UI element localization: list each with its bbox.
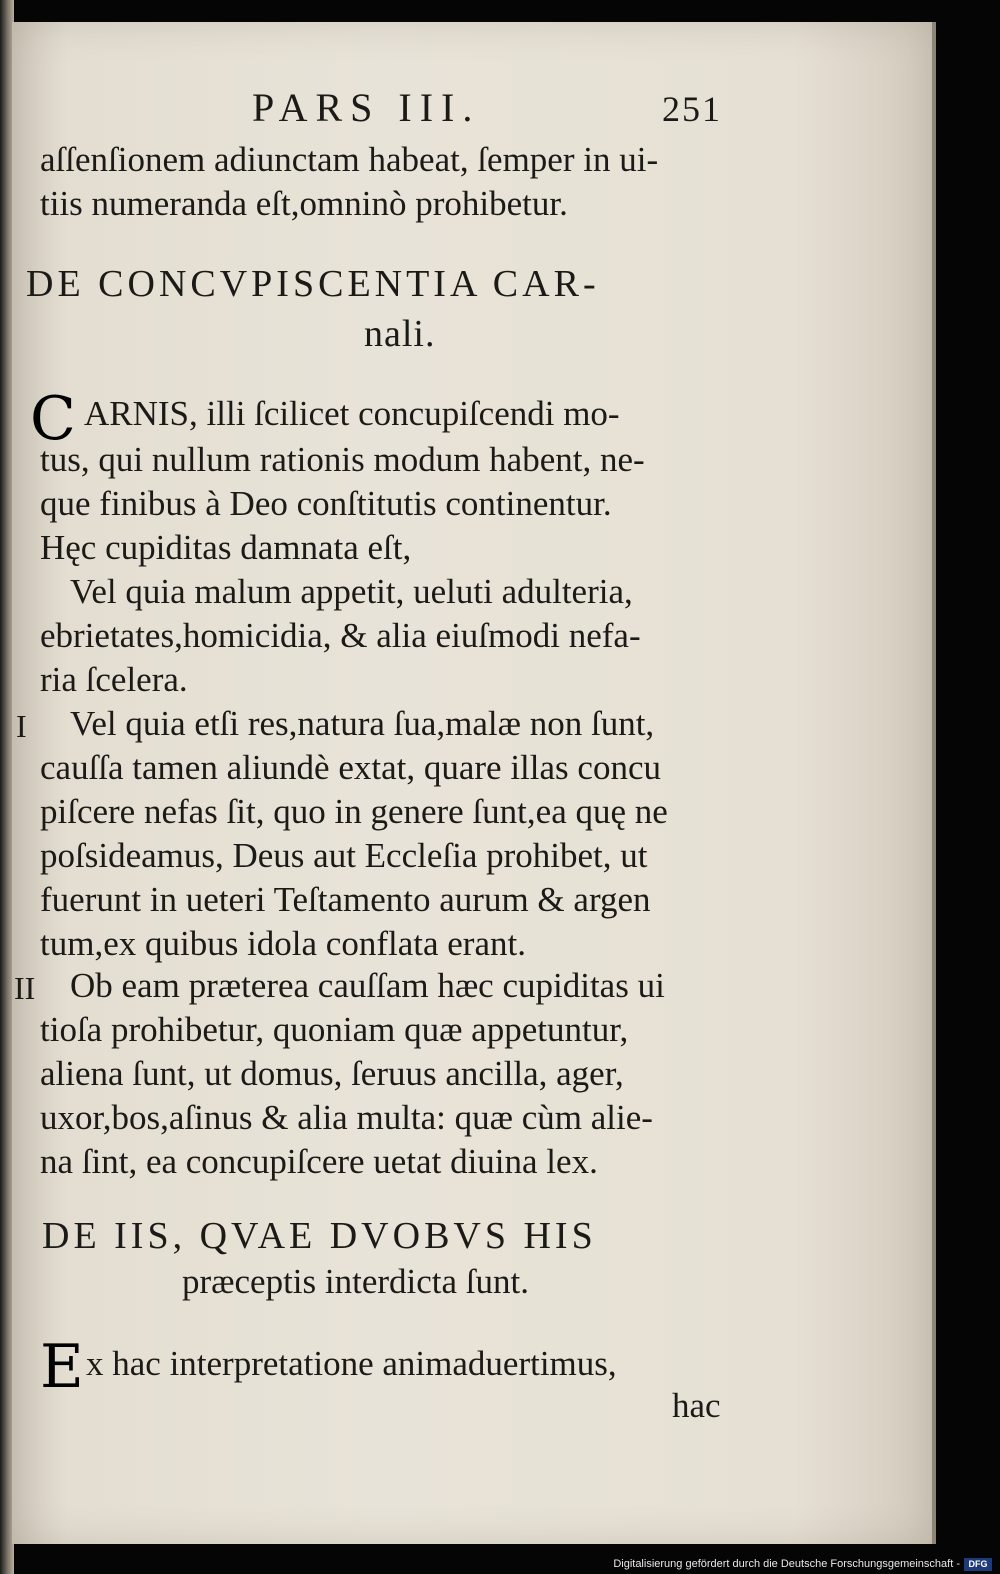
section-heading: DE CONCVPISCENTIA CAR- [26,263,600,305]
text-line: ria ſcelera. [40,660,188,699]
digitization-credit: Digitalisierung gefördert durch die Deutsche Forschungsgemeinschaft - [613,1558,960,1570]
book-page [12,22,936,1544]
text-line: Vel quia etſi res,natura ſua,malæ non ſunt, [70,704,655,743]
catchword: hac [672,1386,721,1425]
section-heading-continuation: præceptis interdicta ſunt. [182,1262,529,1301]
text-line: Hęc cupiditas damnata eſt, [40,528,412,567]
page-number: 251 [662,89,722,129]
running-head: PARS III. [252,85,481,130]
text-line: tus, qui nullum rationis modum habent, ne- [40,440,645,479]
text-line: aliena ſunt, ut domus, ſeruus ancilla, ager, [40,1054,624,1093]
text-line: tioſa prohibetur, quoniam quæ appetuntur, [40,1010,629,1049]
margin-number: II [14,970,36,1006]
drop-capital: E [40,1332,84,1402]
text-line: tiis numeranda eſt,omninò prohibetur. [40,184,568,223]
text-line: ARNIS, illi ſcilicet concupiſcendi mo- [84,394,620,433]
margin-number: I [16,708,27,744]
section-heading: DE IIS, QVAE DVOBVS HIS [42,1215,597,1257]
text-line: na ſint, ea concupiſcere uetat diuina lex. [40,1142,598,1181]
text-line: piſcere nefas ſit, quo in genere ſunt,ea quę ne [40,792,668,831]
text-line: aſſenſionem adiunctam habeat, ſemper in ui- [40,140,659,179]
text-line: poſsideamus, Deus aut Eccleſia prohibet, ut [40,836,648,875]
text-line: uxor,bos,aſinus & alia multa: quæ cùm alie- [40,1098,653,1137]
text-line: cauſſa tamen aliundè extat, quare illas concu [40,748,661,787]
section-heading-continuation: nali. [364,313,436,355]
text-line: fuerunt in ueteri Teſtamento aurum & argen [40,880,651,919]
dfg-logo: DFG [964,1558,992,1571]
text-line: tum,ex quibus idola conflata erant. [40,924,526,963]
drop-capital: C [30,384,76,454]
text-line: Vel quia malum appetit, ueluti adulteria, [70,572,633,611]
text-line: x hac interpretatione animaduertimus, [86,1344,617,1383]
text-line: Ob eam præterea cauſſam hæc cupiditas ui [70,966,665,1005]
text-line: que finibus à Deo conſtitutis continentur. [40,484,612,523]
text-line: ebrietates,homicidia, & alia eiuſmodi nefa- [40,616,641,655]
